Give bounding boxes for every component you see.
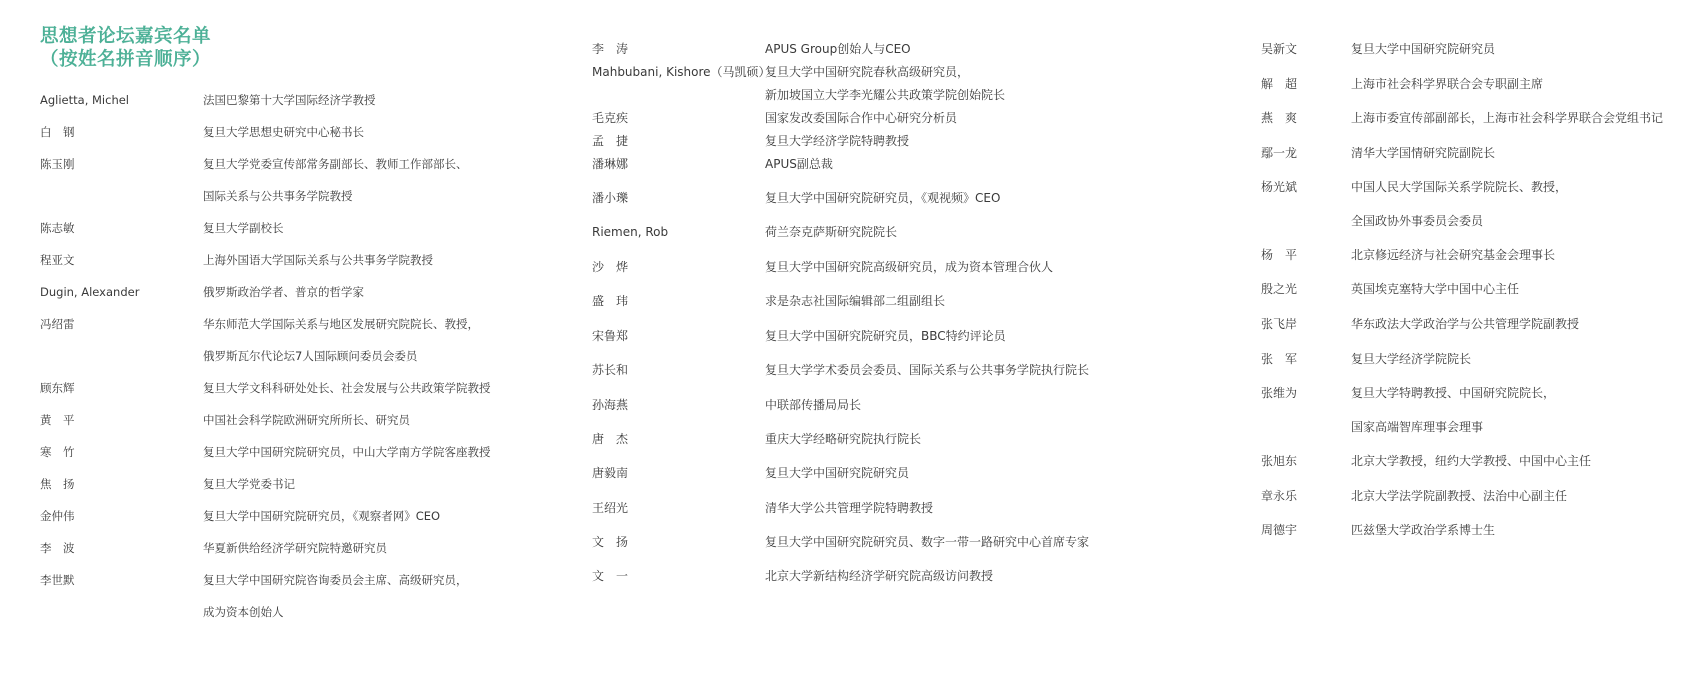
guest-title-line2: 国家高端智库理事会理事 bbox=[1351, 420, 1484, 434]
guest-title: 复旦大学中国研究院咨询委员会主席、高级研究员， bbox=[203, 573, 468, 587]
guest-title: 清华大学国情研究院副院长 bbox=[1351, 146, 1496, 160]
page-title-line1: 思想者论坛嘉宾名单 bbox=[40, 26, 212, 47]
guest-name: 解 超 bbox=[1261, 77, 1298, 91]
guest-name: 鄢一龙 bbox=[1261, 146, 1298, 160]
guest-name: 张 军 bbox=[1261, 352, 1298, 366]
guest-title: 复旦大学中国研究院春秋高级研究员， bbox=[765, 65, 970, 79]
guest-name: 顾东辉 bbox=[40, 381, 75, 395]
guest-name: 章永乐 bbox=[1261, 489, 1298, 503]
guest-name: 张飞岸 bbox=[1261, 317, 1298, 331]
guest-name: 陈志敏 bbox=[40, 221, 75, 235]
guest-title: 复旦大学文科科研处处长、社会发展与公共政策学院教授 bbox=[203, 381, 491, 395]
guest-name: 白 钢 bbox=[40, 125, 75, 139]
guest-name: 孟 捷 bbox=[592, 134, 629, 148]
guest-name: Mahbubani, Kishore（马凯硕） bbox=[592, 65, 771, 79]
guest-name: 宋鲁郑 bbox=[592, 329, 629, 343]
guest-title: 清华大学公共管理学院特聘教授 bbox=[765, 501, 934, 515]
guest-name: 吴新文 bbox=[1261, 42, 1298, 56]
guest-title-line2: 全国政协外事委员会委员 bbox=[1351, 214, 1484, 228]
guest-title: 复旦大学中国研究院研究员，《观视频》CEO bbox=[765, 191, 1001, 205]
guest-title: APUS Group创始人与CEO bbox=[765, 42, 911, 56]
guest-title: 北京大学法学院副教授、法治中心副主任 bbox=[1351, 489, 1568, 503]
guest-title: 复旦大学经济学院特聘教授 bbox=[765, 134, 910, 148]
guest-title: 复旦大学党委宣传部常务副部长、教师工作部部长、 bbox=[203, 157, 468, 171]
guest-name: 李 涛 bbox=[592, 42, 629, 56]
guest-name: 张旭东 bbox=[1261, 454, 1298, 468]
guest-title: 北京大学新结构经济学研究院高级访问教授 bbox=[765, 569, 994, 583]
guest-name: 李 波 bbox=[40, 541, 75, 555]
guest-title: 复旦大学思想史研究中心秘书长 bbox=[203, 125, 364, 139]
guest-name: 李世默 bbox=[40, 573, 75, 587]
guest-title: 华东师范大学国际关系与地区发展研究院院长、教授， bbox=[203, 317, 479, 331]
guest-title: 华东政法大学政治学与公共管理学院副教授 bbox=[1351, 317, 1580, 331]
guest-title: 中国人民大学国际关系学院院长、教授， bbox=[1351, 180, 1568, 194]
guest-name: Aglietta, Michel bbox=[40, 93, 130, 107]
guest-title: 中联部传播局局长 bbox=[765, 398, 862, 412]
guest-name: 唐毅南 bbox=[592, 466, 629, 480]
guest-name: 金仲伟 bbox=[40, 509, 75, 523]
guest-name: Dugin, Alexander bbox=[40, 285, 140, 299]
guest-title-line2: 俄罗斯瓦尔代论坛7人国际顾问委员会委员 bbox=[203, 349, 418, 363]
guest-name: 沙 烨 bbox=[592, 260, 629, 274]
guest-name: 黄 平 bbox=[40, 413, 75, 427]
guest-title: 匹兹堡大学政治学系博士生 bbox=[1351, 523, 1496, 537]
guest-title: 复旦大学党委书记 bbox=[203, 477, 295, 491]
guest-title: 复旦大学中国研究院研究员，BBC特约评论员 bbox=[765, 329, 1006, 343]
guest-title: 重庆大学经略研究院执行院长 bbox=[765, 432, 922, 446]
guest-name: 潘琳娜 bbox=[592, 157, 629, 171]
guest-name: 苏长和 bbox=[592, 363, 629, 377]
guest-name: 程亚文 bbox=[40, 253, 75, 267]
guest-title: 国家发改委国际合作中心研究分析员 bbox=[765, 111, 958, 125]
guest-title: 复旦大学学术委员会委员、国际关系与公共事务学院执行院长 bbox=[765, 363, 1090, 377]
guest-name: 焦 扬 bbox=[40, 477, 75, 491]
guest-name: 潘小瓅 bbox=[592, 191, 629, 205]
guest-name: 唐 杰 bbox=[592, 432, 629, 446]
guest-title: 俄罗斯政治学者、普京的哲学家 bbox=[203, 285, 364, 299]
guest-title: APUS副总裁 bbox=[765, 157, 833, 171]
guest-title: 北京修远经济与社会研究基金会理事长 bbox=[1351, 248, 1556, 262]
guest-title: 复旦大学中国研究院研究员 bbox=[765, 466, 910, 480]
guest-title-line2: 成为资本创始人 bbox=[203, 605, 284, 619]
guest-title: 复旦大学中国研究院研究员 bbox=[1351, 42, 1496, 56]
guest-title: 复旦大学特聘教授、中国研究院院长， bbox=[1351, 386, 1556, 400]
guest-name: 盛 玮 bbox=[592, 294, 629, 308]
guest-title-line2: 新加坡国立大学李光耀公共政策学院创始院长 bbox=[765, 88, 1006, 102]
guest-title: 北京大学教授，纽约大学教授、中国中心主任 bbox=[1351, 454, 1592, 468]
guest-title: 复旦大学中国研究院研究员、数字一带一路研究中心首席专家 bbox=[765, 535, 1090, 549]
guest-title: 上海市委宣传部副部长，上海市社会科学界联合会党组书记 bbox=[1351, 111, 1664, 125]
guest-name: 周德宇 bbox=[1261, 523, 1298, 537]
guest-name: 冯绍雷 bbox=[40, 317, 75, 331]
guest-title: 复旦大学中国研究院研究员，《观察者网》CEO bbox=[203, 509, 441, 523]
guest-name: 毛克疾 bbox=[592, 111, 629, 125]
guest-title: 荷兰奈克萨斯研究院院长 bbox=[765, 225, 898, 239]
guest-title: 英国埃克塞特大学中国中心主任 bbox=[1351, 282, 1520, 296]
guest-name: 殷之光 bbox=[1261, 282, 1298, 296]
guest-name: 燕 爽 bbox=[1261, 111, 1298, 125]
guest-title: 上海市社会科学界联合会专职副主席 bbox=[1351, 77, 1544, 91]
guest-name: 陈玉刚 bbox=[40, 157, 75, 171]
guest-name: 王绍光 bbox=[592, 501, 629, 515]
guest-title: 法国巴黎第十大学国际经济学教授 bbox=[203, 93, 376, 107]
guest-title: 上海外国语大学国际关系与公共事务学院教授 bbox=[203, 253, 433, 267]
guest-title: 复旦大学中国研究院高级研究员，成为资本管理合伙人 bbox=[765, 260, 1054, 274]
guest-title: 复旦大学经济学院院长 bbox=[1351, 352, 1472, 366]
guest-title: 中国社会科学院欧洲研究所所长、研究员 bbox=[203, 413, 410, 427]
guest-name: 杨光斌 bbox=[1261, 180, 1298, 194]
guest-title-line2: 国际关系与公共事务学院教授 bbox=[203, 189, 353, 203]
guest-name: 张维为 bbox=[1261, 386, 1298, 400]
page-title-line2: （按姓名拼音顺序） bbox=[40, 49, 212, 70]
guest-title: 复旦大学中国研究院研究员，中山大学南方学院客座教授 bbox=[203, 445, 491, 459]
guest-title: 华夏新供给经济学研究院特邀研究员 bbox=[203, 541, 387, 555]
guest-title: 复旦大学副校长 bbox=[203, 221, 284, 235]
guest-name: 寒 竹 bbox=[40, 445, 75, 459]
guest-name: Riemen, Rob bbox=[592, 225, 669, 239]
page-title bbox=[40, 25, 211, 71]
guest-title: 求是杂志社国际编辑部二组副组长 bbox=[765, 294, 946, 308]
guest-name: 杨 平 bbox=[1261, 248, 1298, 262]
guest-name: 文 扬 bbox=[592, 535, 629, 549]
guest-name: 文 一 bbox=[592, 569, 629, 583]
guest-name: 孙海燕 bbox=[592, 398, 629, 412]
